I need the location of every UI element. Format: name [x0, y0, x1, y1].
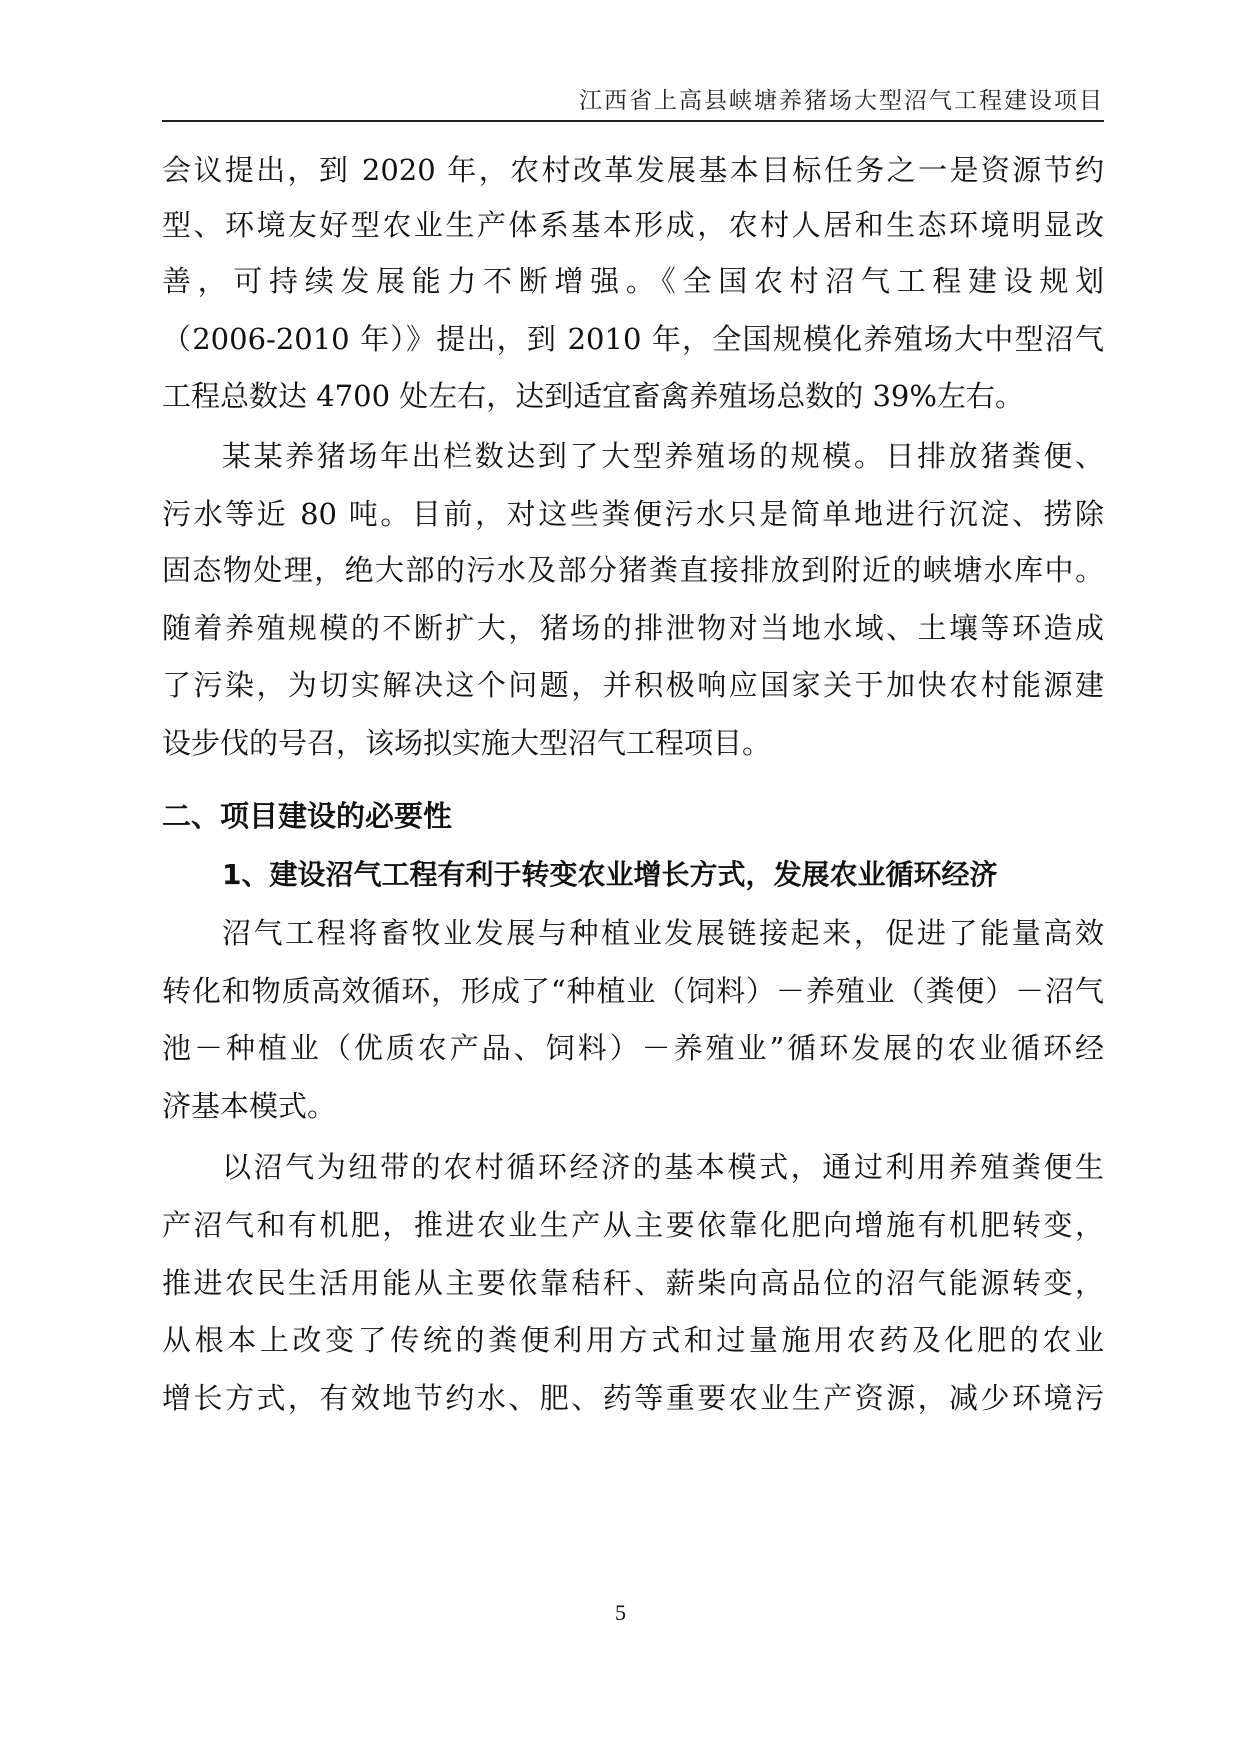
- paragraph-line: 增长方式，有效地节约水、肥、药等重要农业生产资源，减少环境污: [162, 1381, 1104, 1415]
- paragraph-line: 济基本模式。: [162, 1089, 337, 1123]
- paragraph-line: 产沼气和有机肥，推进农业生产从主要依靠化肥向增施有机肥转变，: [162, 1208, 1104, 1242]
- page-number: 5: [615, 1600, 626, 1625]
- section-heading: 二、项目建设的必要性: [162, 799, 453, 833]
- paragraph-line: 会议提出，到 2020 年，农村改革发展基本目标任务之一是资源节约: [162, 153, 1104, 187]
- paragraph-line: 从根本上改变了传统的粪便利用方式和过量施用农药及化肥的农业: [162, 1323, 1104, 1357]
- paragraph-line: 了污染，为切实解决这个问题，并积极响应国家关于加快农村能源建: [162, 668, 1104, 702]
- paragraph-line: 工程总数达 4700 处左右，达到适宜畜禽养殖场总数的 39%左右。: [162, 379, 1024, 413]
- paragraph-line: 以沼气为纽带的农村循环经济的基本模式，通过利用养殖粪便生: [222, 1150, 1104, 1184]
- paragraph-line: 随着养殖规模的不断扩大，猪场的排泄物对当地水域、土壤等环造成: [162, 611, 1104, 645]
- paragraph-line: 善，可持续发展能力不断增强。《全国农村沼气工程建设规划: [162, 264, 1104, 298]
- paragraph-line: （2006-2010 年）》提出，到 2010 年，全国规模化养殖场大中型沼气: [162, 322, 1104, 356]
- paragraph-line: 某某养猪场年出栏数达到了大型养殖场的规模。日排放猪粪便、: [222, 439, 1104, 473]
- paragraph-line: 型、环境友好型农业生产体系基本形成，农村人居和生态环境明显改: [162, 208, 1104, 242]
- paragraph-line: 沼气工程将畜牧业发展与种植业发展链接起来，促进了能量高效: [222, 916, 1104, 950]
- paragraph-line: 污水等近 80 吨。目前，对这些粪便污水只是简单地进行沉淀、捞除: [162, 497, 1104, 531]
- paragraph-line: 设步伐的号召，该场拟实施大型沼气工程项目。: [162, 726, 772, 760]
- subsection-heading: 1、建设沼气工程有利于转变农业增长方式，发展农业循环经济: [222, 858, 998, 891]
- paragraph-line: 池－种植业（优质农产品、饲料）－养殖业”循环发展的农业循环经: [162, 1031, 1104, 1065]
- paragraph-line: 固态物处理，绝大部的污水及部分猪粪直接排放到附近的峡塘水库中。: [162, 553, 1104, 587]
- page-header-title: 江西省上高县峡塘养猪场大型沼气工程建设项目: [579, 88, 1104, 114]
- paragraph-line: 推进农民生活用能从主要依靠秸秆、薪柴向高品位的沼气能源转变，: [162, 1266, 1104, 1300]
- header-rule: [162, 120, 1104, 122]
- paragraph-line: 转化和物质高效循环，形成了“种植业（饲料）－养殖业（粪便）－沼气: [162, 974, 1104, 1008]
